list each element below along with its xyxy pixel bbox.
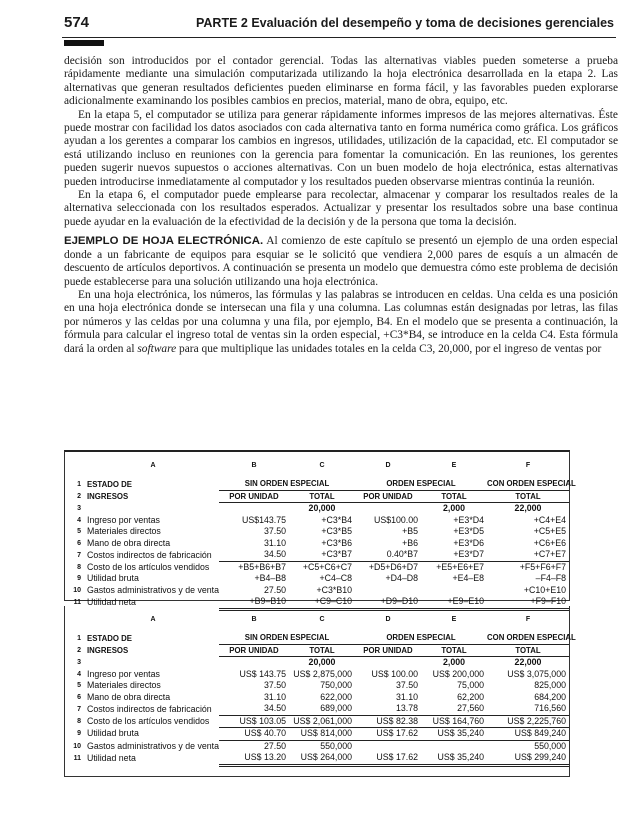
paragraph-5-part-b: para que multiplique las unidades totales en la celda C3, 20,000, por el ingreso de ventas por bbox=[176, 342, 602, 355]
frm-cell-r10-c3 bbox=[421, 585, 487, 597]
frm-cell-r7-c2: 0.40*B7 bbox=[355, 549, 421, 561]
row-number: 11 bbox=[73, 755, 81, 762]
val-head-con: CON ORDEN ESPECIAL bbox=[487, 633, 576, 643]
frm-cell-r5-c2: +B5 bbox=[402, 526, 418, 537]
val-head-orden: ORDEN ESPECIAL bbox=[386, 633, 456, 643]
frm-b-por-unidad: POR UNIDAD bbox=[219, 490, 289, 503]
val-cell-r5-c2: 37.50 bbox=[395, 680, 418, 691]
val-cell-r6-c2: 31.10 bbox=[395, 691, 418, 702]
frm-c-total: TOTAL bbox=[289, 490, 355, 503]
frm-cell-r9-c3: +E4–E8 bbox=[452, 573, 484, 584]
row-number: 3 bbox=[77, 505, 81, 512]
frm-cell-r4-c0: US$143.75 bbox=[241, 514, 286, 525]
val-cell-r10-c0: 27.50 bbox=[263, 740, 286, 751]
val-cell-r8-c0: US$ 103.05 bbox=[219, 715, 289, 728]
frm-ingresos: INGRESOS bbox=[87, 491, 129, 501]
val-col-header-a: A bbox=[150, 615, 156, 623]
frm-label-7: Costos indirectos de fabricación bbox=[87, 549, 212, 560]
frm-cell-r5-c0: 37.50 bbox=[263, 526, 286, 537]
val-label-11: Utilidad neta bbox=[87, 753, 136, 763]
val-col-header-b: B bbox=[251, 615, 257, 623]
row-number: 6 bbox=[77, 693, 81, 701]
frm-d-por-unidad: POR UNIDAD bbox=[355, 490, 421, 503]
row-number: 1 bbox=[77, 634, 81, 642]
val-cell-r5-c3: 75,000 bbox=[457, 680, 484, 691]
row-number: 8 bbox=[77, 717, 81, 725]
frm-cell-r7-c3: +E3*D7 bbox=[421, 549, 487, 561]
frm-cell-r6-c0: 31.10 bbox=[263, 537, 286, 548]
val-cell-r6-c3: 62,200 bbox=[457, 691, 484, 702]
frm-cell-r6-c1: +C3*B6 bbox=[321, 537, 352, 548]
running-header-title: PARTE 2 Evaluación del desempeño y toma de decisiones gerenciales bbox=[196, 16, 614, 30]
row-number: 7 bbox=[77, 551, 81, 559]
frm-cell-r6-c2: +B6 bbox=[402, 537, 418, 548]
val-label-6: Mano de obra directa bbox=[87, 691, 171, 702]
frm-head-sin: SIN ORDEN ESPECIAL bbox=[244, 479, 330, 489]
row-number: 7 bbox=[77, 705, 81, 713]
val-cell-r7-c3: 27,560 bbox=[421, 703, 487, 715]
frm-cell-r8-c2: +D5+D6+D7 bbox=[368, 561, 418, 572]
val-col-header-c: C bbox=[319, 615, 325, 623]
val-cell-r11-c2: US$ 17.62 bbox=[355, 752, 421, 765]
frm-cell-r9-c0: +B4–B8 bbox=[254, 573, 286, 584]
frm-col-header-e: E bbox=[451, 461, 457, 469]
frm-label-6: Mano de obra directa bbox=[87, 537, 171, 548]
val-cell-r7-c2: 13.78 bbox=[355, 703, 421, 715]
val-cell-r9-c1: US$ 814,000 bbox=[289, 728, 355, 741]
frm-e-total: TOTAL bbox=[421, 490, 487, 503]
val-cell-r6-c4: 684,200 bbox=[534, 691, 566, 702]
section-heading: EJEMPLO DE HOJA ELECTRÓNICA. bbox=[64, 235, 264, 248]
frm-cell-r11-c1: +C9–C10 bbox=[289, 596, 355, 609]
val-cell-r10-c1: 550,000 bbox=[320, 740, 352, 751]
val-label-10: Gastos administrativos y de venta bbox=[87, 740, 220, 751]
frm-cell-r11-c2: +D9–D10 bbox=[355, 596, 421, 609]
val-cell-r4-c2: US$ 100.00 bbox=[371, 668, 418, 679]
frm-cell-r9-c2: +D4–D8 bbox=[385, 573, 418, 584]
frm-cell-r10-c2 bbox=[355, 585, 421, 597]
header-block-marker bbox=[64, 40, 104, 46]
frm-cell-r7-c0: 34.50 bbox=[219, 549, 289, 561]
val-units-e: 2,000 bbox=[442, 657, 465, 668]
frm-units-f: 22,000 bbox=[514, 503, 542, 514]
frm-col-header-d: D bbox=[385, 461, 391, 469]
frm-cell-r8-c4: +F5+F6+F7 bbox=[519, 561, 566, 572]
val-cell-r10-c4: 550,000 bbox=[534, 740, 566, 751]
frm-cell-r11-c0: +B9–B10 bbox=[219, 596, 289, 609]
val-cell-r5-c1: 750,000 bbox=[320, 680, 352, 691]
val-cell-r7-c4: 716,560 bbox=[487, 703, 569, 715]
frm-cell-r8-c3: +E5+E6+E7 bbox=[436, 561, 484, 572]
frm-cell-r10-c1: +C3*B10 bbox=[316, 584, 352, 595]
val-cell-r8-c1: US$ 2,061,000 bbox=[289, 715, 355, 728]
corner-cell bbox=[65, 606, 87, 632]
spreadsheet-values bbox=[64, 606, 576, 777]
header-rule bbox=[62, 37, 616, 38]
val-col-header-e: E bbox=[451, 615, 457, 623]
frm-label-11: Utilidad neta bbox=[87, 597, 136, 607]
paragraph-4 bbox=[64, 235, 618, 289]
frm-cell-r4-c2: US$100.00 bbox=[373, 514, 418, 525]
val-cell-r5-c4: 825,000 bbox=[534, 680, 566, 691]
val-b-por-unidad: POR UNIDAD bbox=[219, 644, 289, 657]
paragraph-2: En la etapa 5, el computador se utiliza para generar rápidamente informes impresos de las mejores alternativas. Éste puede mostrar con facilidad los datos asociados con cada alternativa tanto en forma numérica como gráfica. Los gráficos ayudan a los gerentes a comparar los cambios en ingresos, utilidades, utilización de la capacidad, etc. El computador se está utilizando incluso en reuniones con la gerencia para fomentar la comunicación. En las reuniones, los gerentes pueden sugerir nuevos supuestos o acciones alternativas. Con un buen modelo de hoja electrónica, estas alternativas pueden introducirse inmediatamente al computador y los resultados pueden observarse mientras continúa la reunión. bbox=[64, 108, 618, 188]
val-cell-r8-c3: US$ 164,760 bbox=[421, 715, 487, 728]
frm-units-e: 2,000 bbox=[442, 503, 465, 514]
frm-estado-de: ESTADO DE bbox=[87, 479, 132, 489]
row-number: 11 bbox=[73, 599, 81, 606]
val-cell-r6-c1: 622,000 bbox=[320, 691, 352, 702]
val-col-header-f: F bbox=[525, 615, 531, 623]
frm-label-4: Ingreso por ventas bbox=[87, 514, 160, 525]
row-number: 9 bbox=[77, 575, 81, 583]
val-cell-r11-c0: US$ 13.20 bbox=[219, 752, 289, 765]
frm-cell-r7-c1: +C3*B7 bbox=[289, 549, 355, 561]
frm-label-10: Gastos administrativos y de venta bbox=[87, 584, 220, 595]
frm-cell-r11-c4: +F9–F10 bbox=[487, 596, 569, 609]
val-cell-r8-c4: US$ 2,225,760 bbox=[487, 715, 569, 728]
val-ingresos: INGRESOS bbox=[87, 645, 129, 655]
row-number: 3 bbox=[77, 659, 81, 666]
frm-col-header-b: B bbox=[251, 461, 257, 469]
frm-cell-r4-c4: +C4+E4 bbox=[533, 514, 566, 525]
frm-cell-r7-c4: +C7+E7 bbox=[487, 549, 569, 561]
row-number: 10 bbox=[73, 742, 81, 750]
row-number: 5 bbox=[77, 682, 81, 690]
frm-col-header-a: A bbox=[150, 461, 156, 469]
val-c-total: TOTAL bbox=[289, 644, 355, 657]
val-units-f: 22,000 bbox=[514, 657, 542, 668]
val-cell-r11-c4: US$ 299,240 bbox=[487, 752, 569, 765]
row-number: 1 bbox=[77, 480, 81, 488]
row-number: 2 bbox=[77, 646, 81, 654]
val-cell-r10-c3 bbox=[421, 740, 487, 752]
frm-cell-r11-c3: +E9–E10 bbox=[421, 596, 487, 609]
row-number: 2 bbox=[77, 492, 81, 500]
paragraph-5 bbox=[64, 289, 618, 356]
val-cell-r9-c2: US$ 17.62 bbox=[355, 728, 421, 741]
val-estado-de: ESTADO DE bbox=[87, 633, 132, 643]
frm-col-header-c: C bbox=[319, 461, 325, 469]
paragraph-5-part-a: En una hoja electrónica, los números, las fórmulas y las palabras se introducen en celdas. Una celda es una posición en una hoja electrónica donde se intersecan una fila y una columna. Las columnas están designadas por letras, las filas por números y las celdas por una columna y una fila, por ejemplo, B4. En el modelo que se presenta a continuación, la fórmula para calcular el ingreso total de ventas sin la orden especial, +C3*B4, se introduce en la celda C4. Esta fórmula dará la orden al bbox=[64, 288, 618, 355]
frm-cell-r10-c4: +C10+E10 bbox=[523, 584, 566, 595]
val-label-7: Costos indirectos de fabricación bbox=[87, 703, 212, 714]
spreadsheet-formulas bbox=[64, 450, 576, 607]
row-number: 10 bbox=[73, 586, 81, 594]
val-d-por-unidad: POR UNIDAD bbox=[355, 644, 421, 657]
val-cell-r5-c0: 37.50 bbox=[263, 680, 286, 691]
software-term: software bbox=[137, 342, 177, 355]
val-cell-r9-c0: US$ 40.70 bbox=[219, 728, 289, 741]
frm-head-orden: ORDEN ESPECIAL bbox=[386, 479, 456, 489]
frm-col-header-f: F bbox=[525, 461, 531, 469]
val-cell-r4-c0: US$ 143.75 bbox=[239, 668, 286, 679]
frm-cell-r9-c1: +C4–C8 bbox=[319, 573, 352, 584]
frm-label-9: Utilidad bruta bbox=[87, 573, 139, 584]
frm-cell-r4-c1: +C3*B4 bbox=[321, 514, 352, 525]
row-number: 4 bbox=[77, 670, 81, 678]
val-cell-r4-c4: US$ 3,075,000 bbox=[507, 668, 566, 679]
val-label-4: Ingreso por ventas bbox=[87, 668, 160, 679]
val-label-8: Costo de los artículos vendidos bbox=[87, 715, 210, 726]
val-cell-r4-c3: US$ 200,000 bbox=[432, 668, 484, 679]
paragraph-4-body: Al comienzo de este capítulo se presentó un ejemplo de una orden especial donde a un fabricante de equipos para esquiar se le solicitó que vendiera 2,000 pares de esquís a un almacén de descuento de artículos deportivos. A continuación se presenta un modelo que demuestra cómo este problema de decisión puede establecerse para una solución utilizando una hoja electrónica. bbox=[64, 235, 618, 288]
val-cell-r9-c3: US$ 35,240 bbox=[421, 728, 487, 741]
val-cell-r10-c2 bbox=[355, 740, 421, 752]
val-cell-r7-c0: 34.50 bbox=[219, 703, 289, 715]
val-cell-r8-c2: US$ 82.38 bbox=[355, 715, 421, 728]
frm-cell-r9-c4: –F4–F8 bbox=[535, 573, 566, 584]
frm-cell-r5-c1: +C3*B5 bbox=[321, 526, 352, 537]
frm-units-c: 20,000 bbox=[308, 503, 336, 514]
frm-cell-r6-c4: +C6+E6 bbox=[533, 537, 566, 548]
frm-cell-r8-c0: +B5+B6+B7 bbox=[238, 561, 286, 572]
val-cell-r6-c0: 31.10 bbox=[263, 691, 286, 702]
frm-cell-r10-c0: 27.50 bbox=[263, 584, 286, 595]
val-col-header-d: D bbox=[385, 615, 391, 623]
val-label-5: Materiales directos bbox=[87, 680, 161, 691]
row-number: 5 bbox=[77, 528, 81, 536]
val-head-sin: SIN ORDEN ESPECIAL bbox=[244, 633, 330, 643]
frm-cell-r5-c3: +E3*D5 bbox=[453, 526, 484, 537]
val-cell-r7-c1: 689,000 bbox=[289, 703, 355, 715]
frm-cell-r6-c3: +E3*D6 bbox=[453, 537, 484, 548]
val-cell-r11-c1: US$ 264,000 bbox=[289, 752, 355, 765]
val-cell-r9-c4: US$ 849,240 bbox=[487, 728, 569, 741]
body-text bbox=[64, 55, 618, 356]
frm-cell-r5-c4: +C5+E5 bbox=[533, 526, 566, 537]
val-units-c: 20,000 bbox=[308, 657, 336, 668]
corner-cell bbox=[65, 452, 87, 478]
frm-label-8: Costo de los artículos vendidos bbox=[87, 561, 210, 572]
val-cell-r11-c3: US$ 35,240 bbox=[421, 752, 487, 765]
frm-label-5: Materiales directos bbox=[87, 526, 161, 537]
frm-cell-r4-c3: +E3*D4 bbox=[453, 514, 484, 525]
paragraph-3: En la etapa 6, el computador puede emplearse para recolectar, almacenar y comparar los resultados reales de la alternativa seleccionada con los resultados esperados. Actualizar y presentar los resultados sobre una base continua puede ayudar en la evaluación de la efectividad de la decisión y de la persona que toma la decisión. bbox=[64, 189, 618, 228]
frm-head-con: CON ORDEN ESPECIAL bbox=[487, 479, 576, 489]
paragraph-1: decisión son introducidos por el contador gerencial. Todas las alternativas viables pueden someterse a prueba rápidamente mediante una simulación computarizada utilizando la hoja electrónica desarrollada en la etapa 2. Las alternativas que generan resultados deficientes pueden eliminarse en forma fácil, y las favorables pueden explorarse adicionalmente examinando los posibles cambios en precios, material, mano de obra, equipo, etc. bbox=[64, 55, 618, 108]
page-number: 574 bbox=[64, 14, 90, 31]
val-cell-r4-c1: US$ 2,875,000 bbox=[293, 668, 352, 679]
row-number: 9 bbox=[77, 730, 81, 738]
val-f-total: TOTAL bbox=[487, 644, 569, 657]
val-e-total: TOTAL bbox=[421, 644, 487, 657]
row-number: 8 bbox=[77, 563, 81, 571]
row-number: 6 bbox=[77, 539, 81, 547]
frm-f-total: TOTAL bbox=[487, 490, 569, 503]
frm-cell-r8-c1: +C5+C6+C7 bbox=[302, 561, 352, 572]
row-number: 4 bbox=[77, 516, 81, 524]
val-label-9: Utilidad bruta bbox=[87, 728, 139, 739]
